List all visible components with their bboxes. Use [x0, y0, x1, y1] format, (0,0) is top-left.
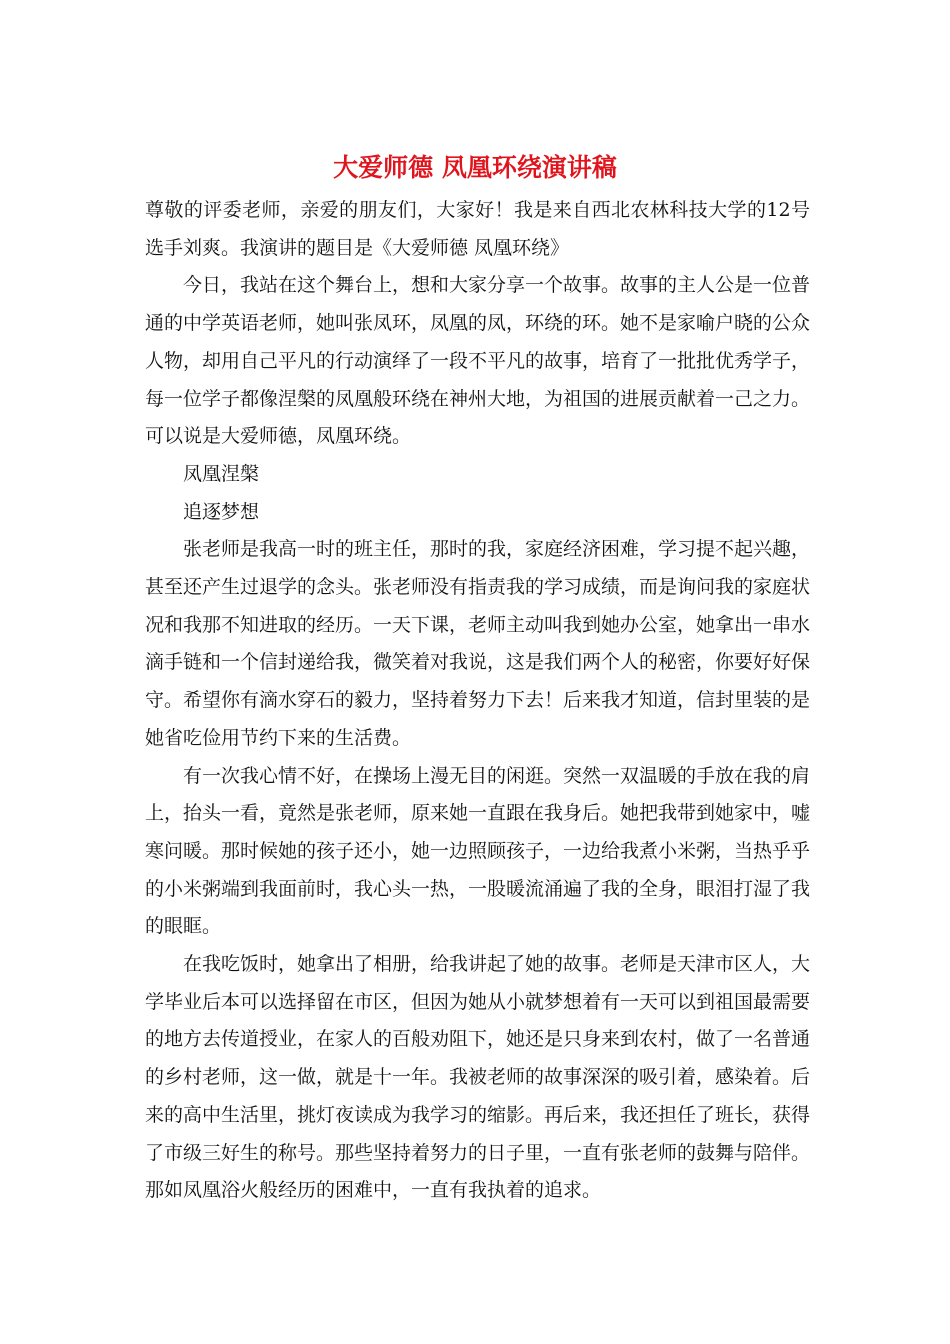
paragraph-intro: 今日，我站在这个舞台上，想和大家分享一个故事。故事的主人公是一位普通的中学英语老师，她叫张凤环，凤凰的凤，环绕的环。她不是家喻户晓的公众人物，却用自己平凡的行动演绎了一段不平凡的故事，培育了一批批优秀学子，每一位学子都像涅槃的凤凰般环绕在神州大地，为祖国的进展贡献着一己之力。可以说是大爱师德，凤凰环绕。 [145, 274, 811, 448]
section-heading-phoenix: 凤凰涅槃 [183, 462, 260, 485]
paragraph-greeting: 尊敬的评委老师，亲爱的朋友们，大家好！我是来自西北农林科技大学的12号选手刘爽。我演讲的题目是《大爱师德 凤凰环绕》 [145, 199, 810, 259]
paragraph-story-3: 在我吃饭时，她拿出了相册，给我讲起了她的故事。老师是天津市区人，大学毕业后本可以选择留在市区，但因为她从小就梦想着有一天可以到祖国最需要的地方去传道授业，在家人的百般劝阻下，她还是只身来到农村，做了一名普通的乡村老师，这一做，就是十一年。我被老师的故事深深的吸引着，感染着。后来的高中生活里，挑灯夜读成为我学习的缩影。再后来，我还担任了班长，获得了市级三好生的称号。那些坚持着努力的日子里，一直有张老师的鼓舞与陪伴。那如凤凰浴火般经历的困难中，一直有我执着的追求。 [145, 953, 811, 1202]
paragraph-story-2: 有一次我心情不好，在操场上漫无目的闲逛。突然一双温暖的手放在我的肩上，抬头一看，竟然是张老师，原来她一直跟在我身后。她把我带到她家中，嘘寒问暖。那时候她的孩子还小，她一边照顾孩子，一边给我煮小米粥，当热乎乎的小米粥端到我面前时，我心头一热，一股暖流涌遍了我的全身，眼泪打湿了我的眼眶。 [145, 764, 811, 938]
document-title: 大爱师德 凤凰环绕演讲稿 [333, 153, 617, 182]
document-body [145, 192, 810, 1210]
section-heading-dream: 追逐梦想 [183, 500, 260, 523]
paragraph-story-1: 张老师是我高一时的班主任，那时的我，家庭经济困难，学习提不起兴趣，甚至还产生过退学的念头。张老师没有指责我的学习成绩，而是询问我的家庭状况和我那不知进取的经历。一天下课，老师主动叫我到她办公室，她拿出一串水滴手链和一个信封递给我，微笑着对我说，这是我们两个人的秘密，你要好好保守。希望你有滴水穿石的毅力，坚持着努力下去！后来我才知道，信封里装的是她省吃俭用节约下来的生活费。 [145, 538, 811, 749]
